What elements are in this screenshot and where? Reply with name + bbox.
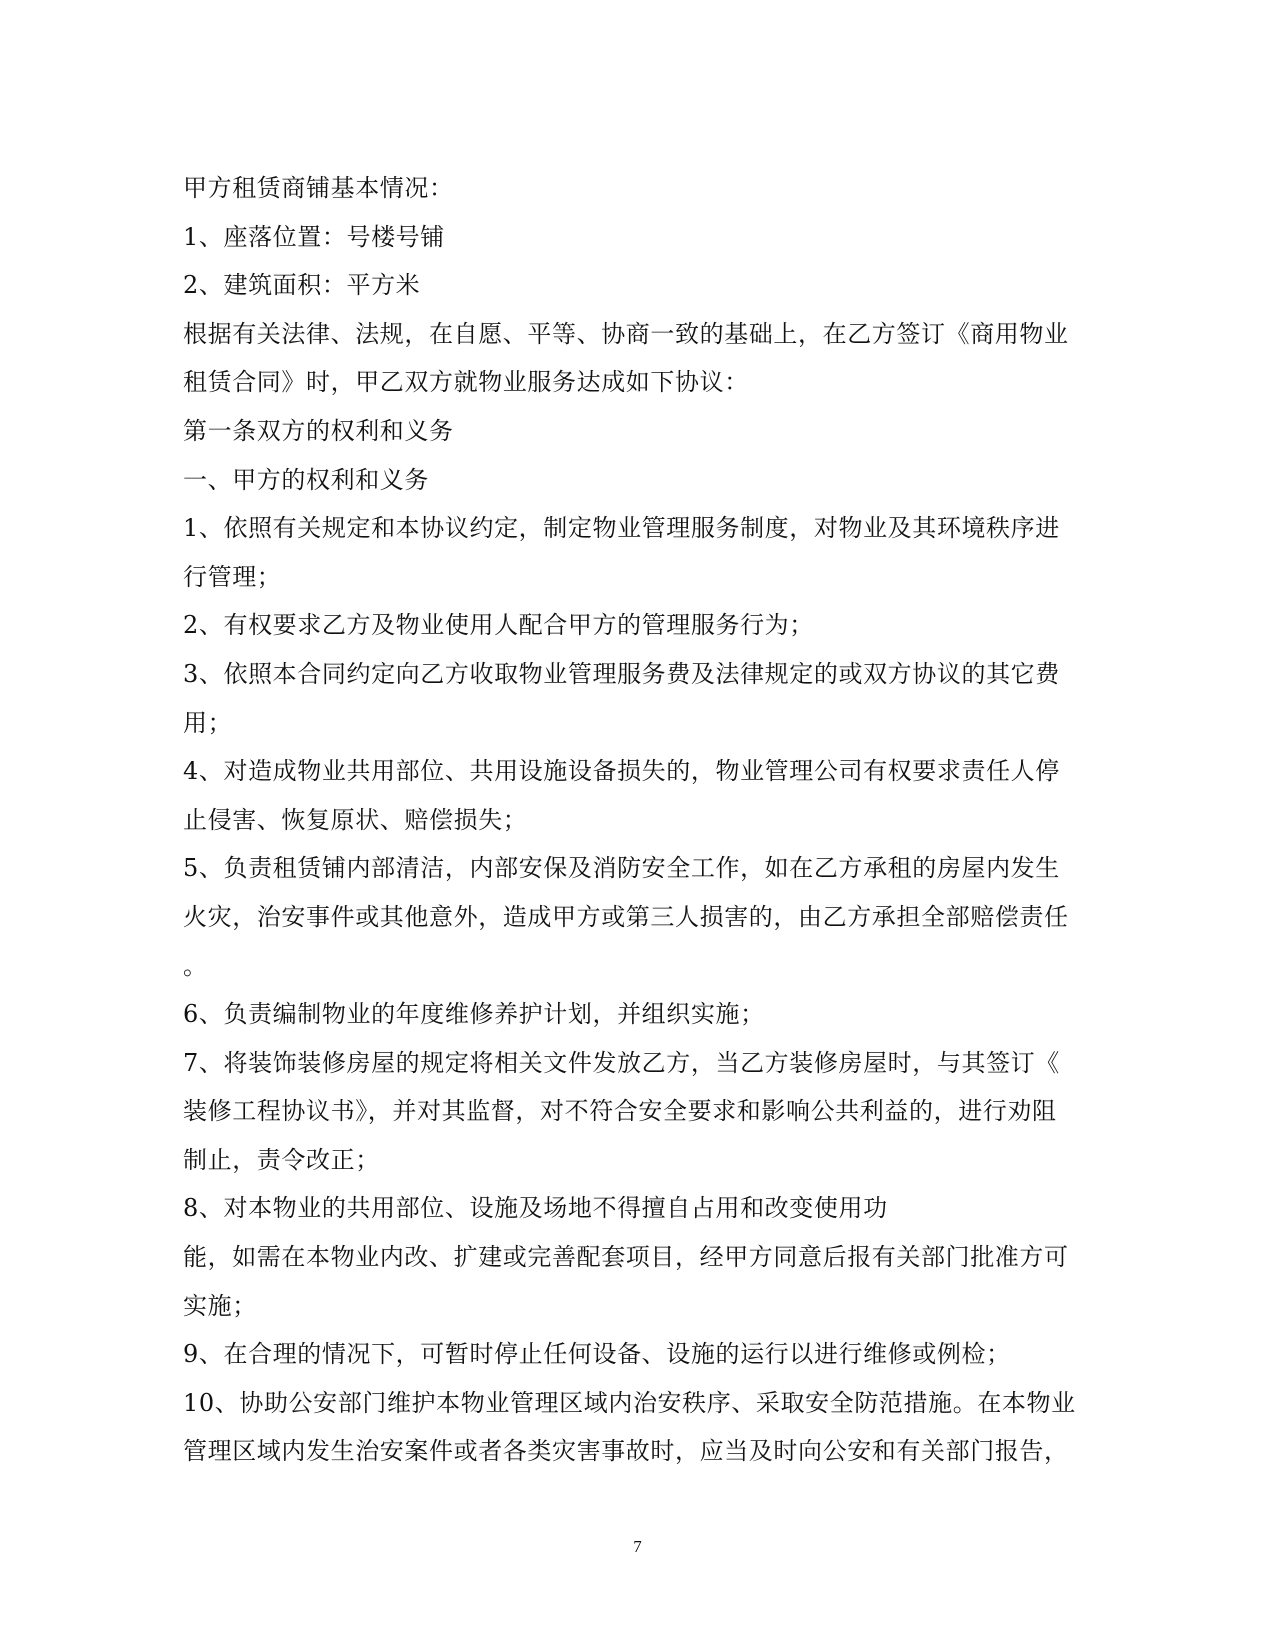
text-line: 1、座落位置：号楼号铺: [183, 222, 445, 251]
text-line: 用；: [183, 708, 233, 737]
text-line: 8、对本物业的共用部位、设施及场地不得擅自占用和改变使用功: [183, 1194, 888, 1223]
text-line: 制止，责令改正；: [183, 1145, 380, 1174]
text-line: 10、协助公安部门维护本物业管理区域内治安秩序、采取安全防范措施。在本物业: [183, 1388, 1076, 1417]
text-line: 能，如需在本物业内改、扩建或完善配套项目，经甲方同意后报有关部门批准方可: [183, 1243, 1069, 1272]
text-line: 装修工程协议书》，并对其监督，对不符合安全要求和影响公共利益的，进行劝阻: [183, 1097, 1057, 1126]
text-line: 实施；: [183, 1291, 257, 1320]
subsection-heading: 一、甲方的权利和义务: [183, 465, 429, 494]
text-line: 租赁合同》时，甲乙双方就物业服务达成如下协议：: [183, 368, 749, 397]
document-body: [183, 164, 1103, 1476]
text-line: 5、负责租赁铺内部清洁，内部安保及消防安全工作，如在乙方承租的房屋内发生: [183, 854, 1060, 883]
text-line: 行管理；: [183, 562, 282, 591]
text-line: 火灾，治安事件或其他意外，造成甲方或第三人损害的，由乙方承担全部赔偿责任: [183, 902, 1069, 931]
text-line: 9、在合理的情况下，可暂时停止任何设备、设施的运行以进行维修或例检；: [183, 1340, 1011, 1369]
text-line: 根据有关法律、法规，在自愿、平等、协商一致的基础上，在乙方签订《商用物业: [183, 319, 1069, 348]
section-heading: 第一条双方的权利和义务: [183, 416, 454, 445]
text-line: 7、将装饰装修房屋的规定将相关文件发放乙方，当乙方装修房屋时，与其签订《: [183, 1048, 1060, 1077]
text-line: 。: [183, 951, 208, 980]
text-line: 止侵害、恢复原状、赔偿损失；: [183, 805, 528, 834]
text-line: 管理区域内发生治安案件或者各类灾害事故时，应当及时向公安和有关部门报告，: [183, 1437, 1069, 1466]
text-line: 4、对造成物业共用部位、共用设施设备损失的，物业管理公司有权要求责任人停: [183, 757, 1060, 786]
text-line: 6、负责编制物业的年度维修养护计划，并组织实施；: [183, 1000, 765, 1029]
text-line: 1、依照有关规定和本协议约定，制定物业管理服务制度，对物业及其环境秩序进: [183, 514, 1060, 543]
text-line: 2、有权要求乙方及物业使用人配合甲方的管理服务行为；: [183, 611, 814, 640]
page-number: 7: [633, 1537, 642, 1556]
text-line: 甲方租赁商铺基本情况：: [183, 174, 454, 202]
text-line: 3、依照本合同约定向乙方收取物业管理服务费及法律规定的或双方协议的其它费: [183, 659, 1060, 688]
text-line: 2、建筑面积：平方米: [183, 271, 421, 300]
